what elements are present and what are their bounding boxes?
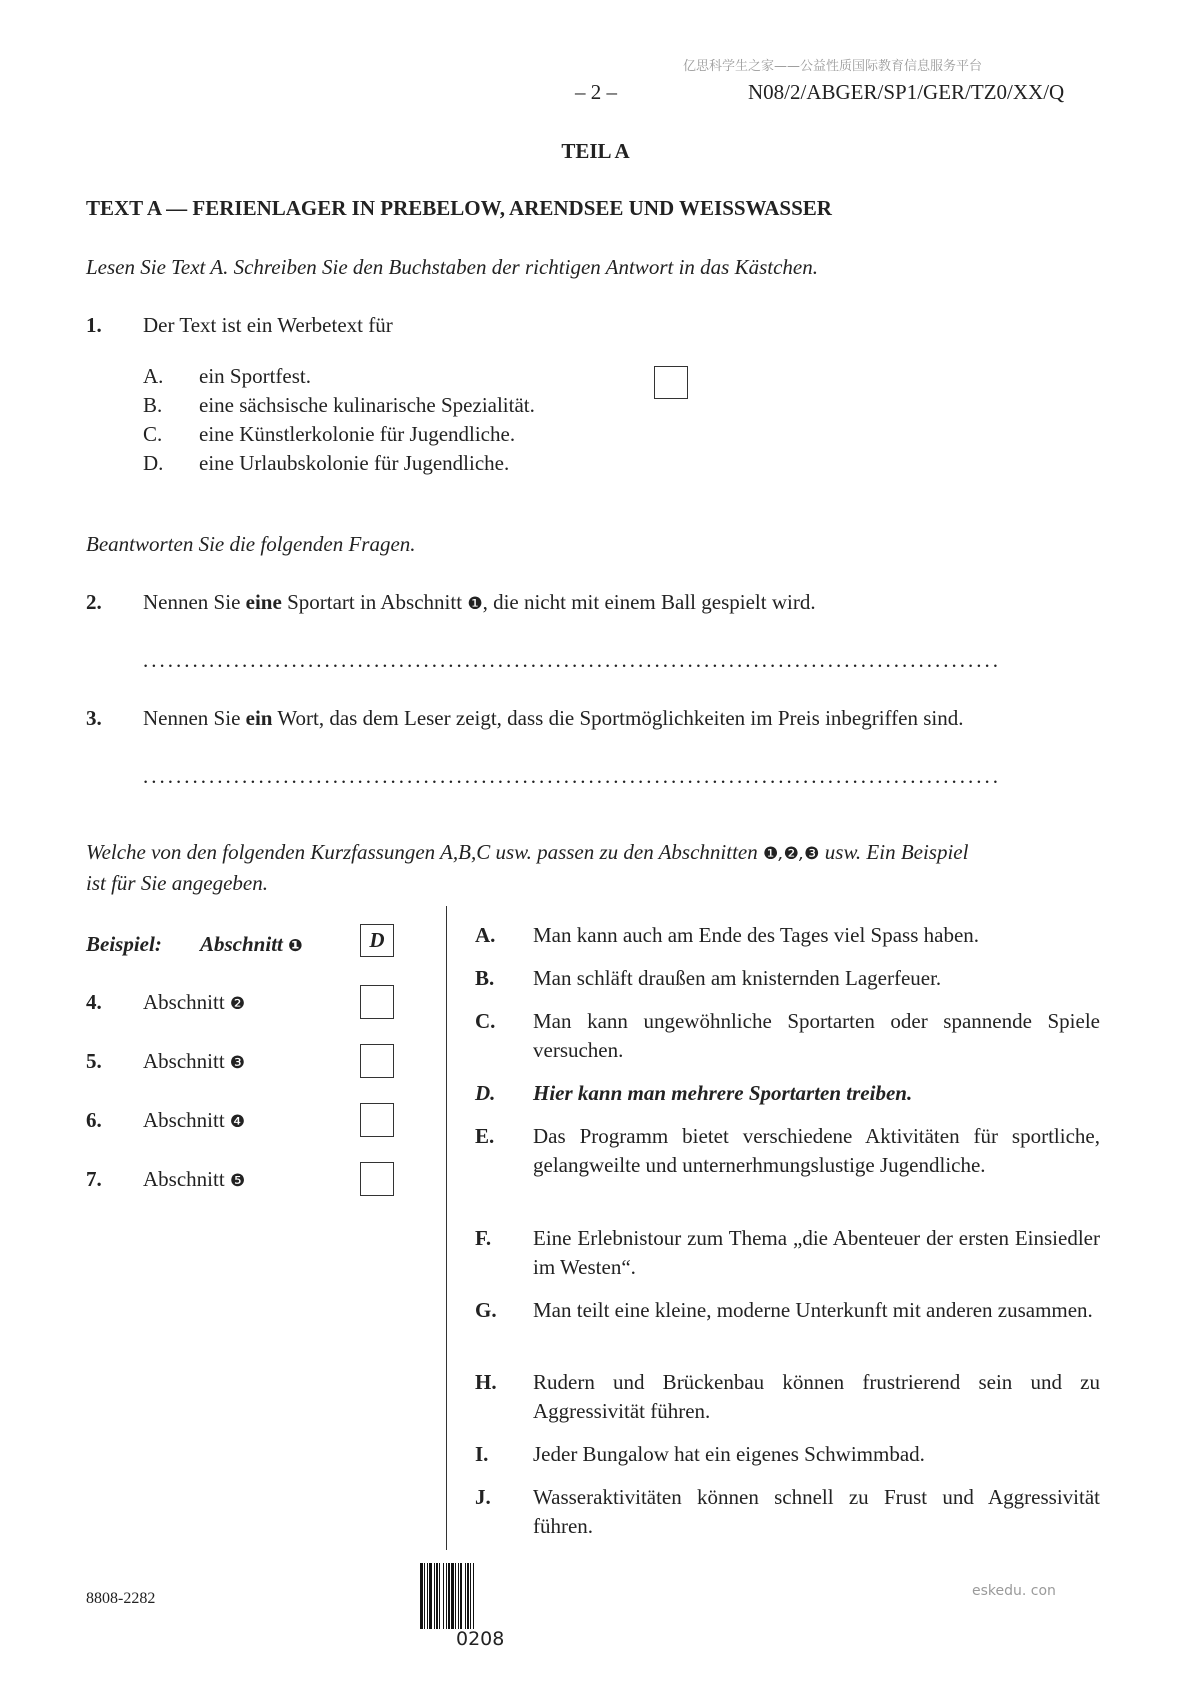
summary-b: B. Man schläft draußen am knisternden Lagerfeuer. <box>475 966 942 990</box>
exam-code: N08/2/ABGER/SP1/GER/TZ0/XX/Q <box>748 80 1065 104</box>
question-3-number: 3. <box>86 706 102 730</box>
summary-c: C. Man kann ungewöhnliche Sportarten oder spannende Spiele versuchen. <box>475 1009 1100 1062</box>
page-number: – 2 – <box>575 80 617 104</box>
example-section: Abschnitt ❶ <box>200 932 303 956</box>
question-1 <box>86 313 102 338</box>
example-answer-box: D <box>360 924 394 957</box>
summary-g: G. Man teilt eine kleine, moderne Unterkunft mit anderen zusammen. <box>475 1298 1093 1322</box>
answer-box-q7[interactable] <box>360 1162 394 1196</box>
section-title: TEIL A <box>561 139 630 163</box>
watermark-bottom: eskedu. con <box>972 1583 1056 1599</box>
summary-a: A. Man kann auch am Ende des Tages viel Spass haben. <box>475 923 980 947</box>
question-2-text: Nennen Sie eine Sportart in Abschnitt ❶, die nicht mit einem Ball gespielt wird. <box>143 590 816 614</box>
answer-box-q4[interactable] <box>360 985 394 1019</box>
summary-e: E. Das Programm bietet verschiedene Aktivitäten für sportliche, gelangweilte und unternerhmungslustige Jugendliche. <box>475 1124 1100 1177</box>
summary-j: J. Wasseraktivitäten können schnell zu Frust und Aggressivität führen. <box>475 1485 1100 1538</box>
question-3-text: Nennen Sie ein Wort, das dem Leser zeigt, dass die Sportmöglichkeiten im Preis inbegriffen sind. <box>143 706 964 730</box>
option-b: B. eine sächsische kulinarische Spezialität. <box>143 393 535 417</box>
answer-box-q6[interactable] <box>360 1103 394 1137</box>
option-a: A. ein Sportfest. <box>143 364 311 388</box>
barcode-number: 0208 <box>456 1628 505 1650</box>
column-divider <box>446 906 447 1550</box>
instruction-3: Welche von den folgenden Kurzfassungen A,B,C usw. passen zu den Abschnitten ❶,❷,❸ usw. Ein Beispiel ist für Sie angegeben. <box>86 840 969 895</box>
question-number: 1. <box>86 313 102 337</box>
question-2-number: 2. <box>86 590 102 614</box>
answer-box-q1[interactable] <box>654 366 688 399</box>
summary-d: D. Hier kann man mehrere Sportarten treiben. <box>475 1081 913 1105</box>
circle-1-icon: ❶ <box>467 594 483 614</box>
instruction-2: Beantworten Sie die folgenden Fragen. <box>86 532 416 556</box>
summary-i: I. Jeder Bungalow hat ein eigenes Schwimmbad. <box>475 1442 925 1466</box>
barcode-icon <box>420 1563 552 1629</box>
text-title: TEXT A — FERIENLAGER IN PREBELOW, ARENDSEE UND WEISSWASSER <box>86 196 832 220</box>
barcode-stripe <box>474 1563 477 1629</box>
instruction-1: Lesen Sie Text A. Schreiben Sie den Buchstaben der richtigen Antwort in das Kästchen. <box>86 255 818 279</box>
summary-h: H. Rudern und Brückenbau können frustrierend sein und zu Aggressivität führen. <box>475 1370 1100 1423</box>
option-d: D. eine Urlaubskolonie für Jugendliche. <box>143 451 510 475</box>
watermark-top: 亿思科学生之家——公益性质国际教育信息服务平台 <box>683 59 983 74</box>
circle-3-icon: ❸ <box>229 1053 246 1073</box>
circle-2-icon: ❷ <box>229 994 246 1014</box>
document-code: 8808-2282 <box>86 1590 156 1607</box>
answer-line-q3[interactable]: ........................................................................................................ <box>143 764 1001 788</box>
answer-line-q2[interactable]: ........................................................................................................ <box>143 648 1001 672</box>
question-1-options <box>143 362 535 478</box>
question-1-text: Der Text ist ein Werbetext für <box>143 313 393 337</box>
option-c: C. eine Künstlerkolonie für Jugendliche. <box>143 422 516 446</box>
answer-box-q5[interactable] <box>360 1044 394 1078</box>
circle-1-icon: ❶ <box>288 936 303 956</box>
circle-4-icon: ❹ <box>229 1112 246 1132</box>
example-label: Beispiel: <box>86 932 162 956</box>
circle-5-icon: ❺ <box>229 1171 246 1191</box>
summary-f: F. Eine Erlebnistour zum Thema „die Abenteuer der ersten Einsiedler im Westen“. <box>475 1226 1100 1279</box>
circles-icon: ❶,❷,❸ <box>763 844 820 864</box>
